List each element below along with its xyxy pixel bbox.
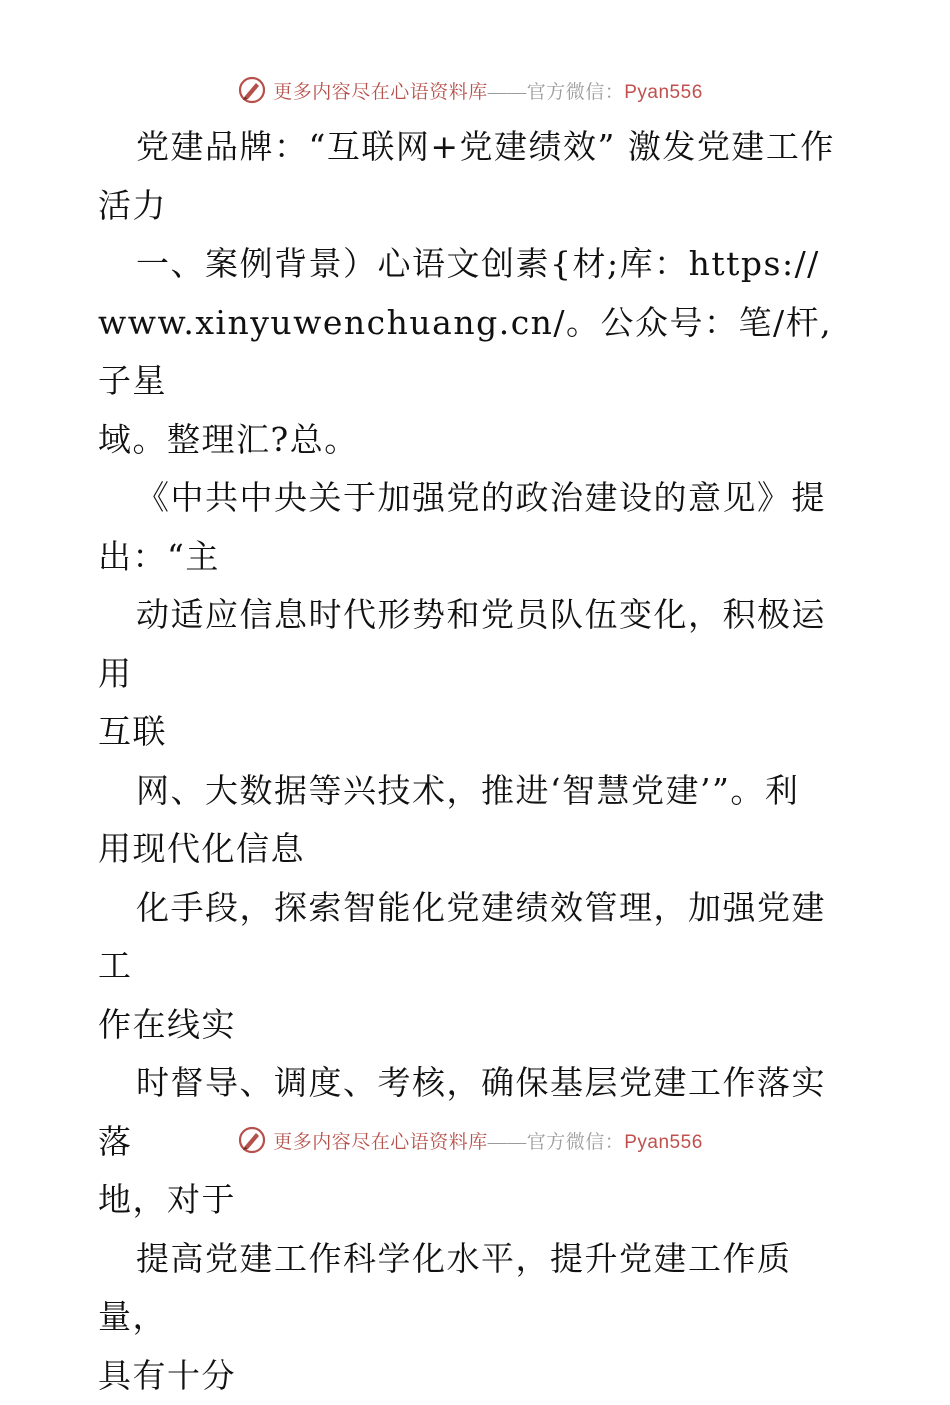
header-banner (0, 70, 950, 110)
text-line: 网、大数据等兴技术，推进‘智慧党建’”。利 (98, 762, 858, 821)
document-body (98, 118, 858, 1405)
footer-dash: —— (488, 1132, 527, 1153)
text-line: 化手段，探索智能化党建绩效管理，加强党建工 (98, 879, 858, 996)
header-wechat-id: Pyan556 (624, 82, 703, 103)
footer-banner-text (273, 1127, 703, 1154)
text-line: 作在线实 (98, 996, 858, 1055)
header-banner-content (237, 75, 703, 105)
header-banner-text (273, 77, 703, 104)
pen-logo-icon (237, 1125, 267, 1155)
text-line: 地，对于 (98, 1171, 858, 1230)
pen-logo-icon (237, 75, 267, 105)
text-line: 时督导、调度、考核，确保基层党建工作落实落 (98, 1054, 858, 1171)
text-line: www.xinyuwenchuang.cn/。公众号：笔/杆,子星 (98, 294, 858, 411)
footer-wechat-id: Pyan556 (624, 1132, 703, 1153)
header-dash: —— (488, 82, 527, 103)
text-line: 具有十分 (98, 1347, 858, 1405)
text-line: 用现代化信息 (98, 820, 858, 879)
footer-wechat-label: 官方微信： (527, 1132, 625, 1153)
text-line: 党建品牌：“互联网+党建绩效” 激发党建工作 (98, 118, 858, 177)
header-wechat-label: 官方微信： (527, 82, 625, 103)
footer-banner-content (237, 1125, 703, 1155)
text-line: 互联 (98, 703, 858, 762)
text-line: 动适应信息时代形势和党员队伍变化，积极运用 (98, 586, 858, 703)
footer-brand-text: 更多内容尽在心语资料库 (273, 1132, 488, 1153)
text-line: 提高党建工作科学化水平，提升党建工作质量， (98, 1230, 858, 1347)
header-brand-text: 更多内容尽在心语资料库 (273, 82, 488, 103)
text-line: 活力 (98, 177, 858, 236)
text-line: 域。整理汇?总。 (98, 411, 858, 470)
footer-banner (0, 1120, 950, 1160)
text-line: 出：“主 (98, 528, 858, 587)
text-line: 一、案例背景）心语文创素{材;库：https:// (98, 235, 858, 294)
text-line: 《中共中央关于加强党的政治建设的意见》提 (98, 469, 858, 528)
